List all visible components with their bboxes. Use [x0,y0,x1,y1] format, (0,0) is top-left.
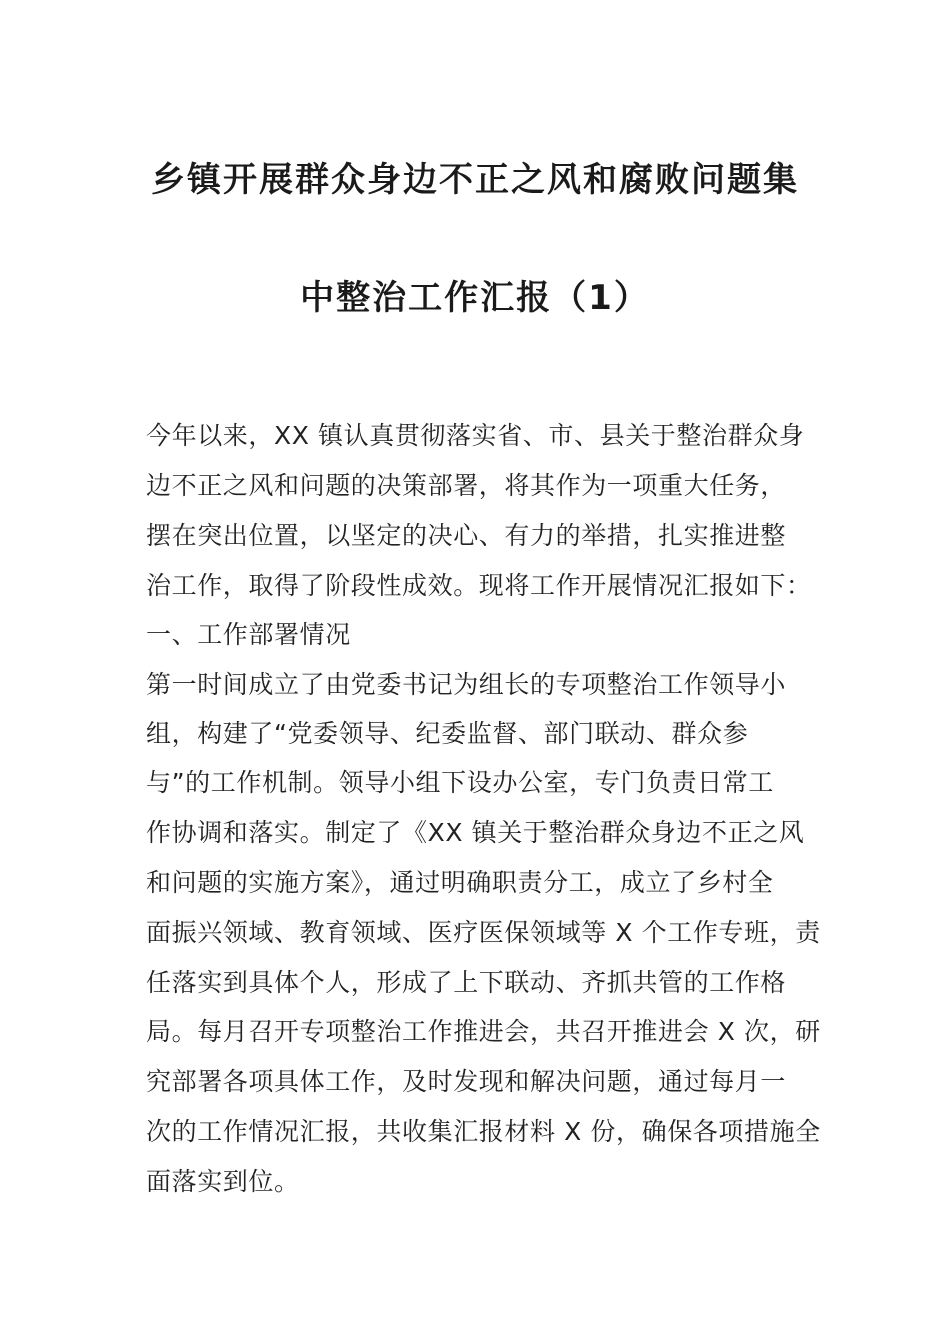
section-paragraph-line: 与”的工作机制。领导小组下设办公室，专门负责日常工 [146,768,774,797]
intro-paragraph-line: 今年以来，XX 镇认真贯彻落实省、市、县关于整治群众身 [146,421,805,450]
section-paragraph-line: 第一时间成立了由党委书记为组长的专项整治工作领导小 [146,670,787,699]
section-paragraph-line: 次的工作情况汇报，共收集汇报材料 X 份，确保各项措施全 [146,1117,821,1146]
section-paragraph-line: 任落实到具体个人，形成了上下联动、齐抓共管的工作格 [146,968,787,997]
section-paragraph-line: 和问题的实施方案》，通过明确职责分工，成立了乡村全 [146,868,774,897]
document-title-line-2: 中整治工作汇报（1） [300,278,650,318]
section-paragraph-line: 组，构建了“党委领导、纪委监督、部门联动、群众参 [146,719,749,748]
intro-paragraph-line: 治工作，取得了阶段性成效。现将工作开展情况汇报如下： [146,571,812,600]
intro-paragraph-line: 边不正之风和问题的决策部署，将其作为一项重大任务， [146,471,787,500]
section-paragraph-line: 作协调和落实。制定了《XX 镇关于整治群众身边不正之风 [146,818,805,847]
section-heading: 一、工作部署情况 [146,620,351,649]
section-paragraph-line: 局。每月召开专项整治工作推进会，共召开推进会 X 次，研 [146,1017,821,1046]
section-paragraph-line: 面振兴领域、教育领域、医疗医保领域等 X 个工作专班，责 [146,918,821,947]
section-paragraph-line: 面落实到位。 [146,1167,300,1196]
section-paragraph-line: 究部署各项具体工作，及时发现和解决问题，通过每月一 [146,1067,787,1096]
document-title-line-1: 乡镇开展群众身边不正之风和腐败问题集 [151,160,799,200]
intro-paragraph-line: 摆在突出位置，以坚定的决心、有力的举措，扎实推进整 [146,521,787,550]
